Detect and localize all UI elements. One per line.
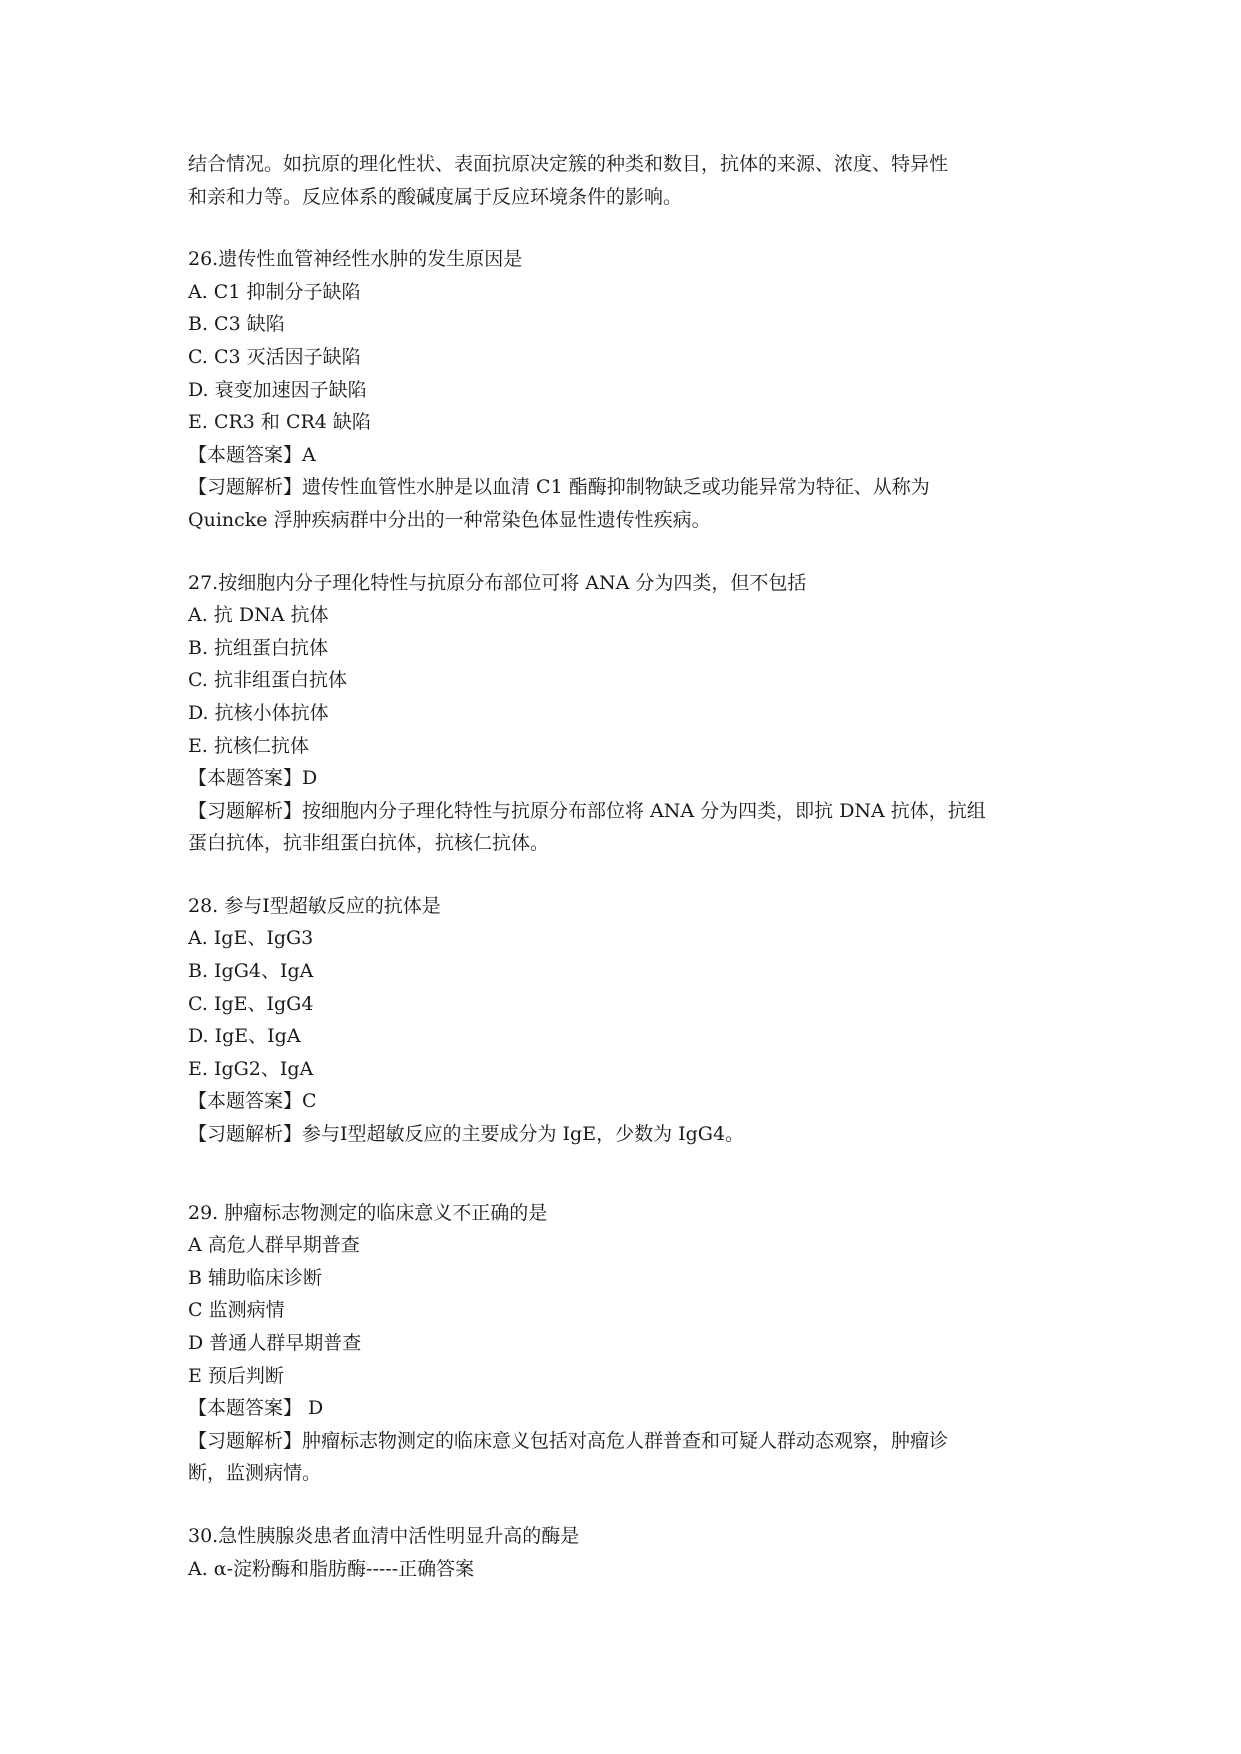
explanation-line: 【习题解析】遗传性血管性水肿是以血清 C1 酯酶抑制物缺乏或功能异常为特征、从称为: [188, 476, 930, 499]
explanation-line: 【习题解析】参与Ⅰ型超敏反应的主要成分为 IgE，少数为 IgG4。: [188, 1123, 745, 1146]
explanation-line: 【习题解析】肿瘤标志物测定的临床意义包括对高危人群普查和可疑人群动态观察，肿瘤诊: [188, 1429, 949, 1452]
option-b: B. C3 缺陷: [188, 313, 285, 336]
option-b: B. 抗组蛋白抗体: [188, 636, 329, 659]
question-29: [188, 1197, 1068, 1490]
question-26: [188, 243, 1068, 536]
option-b: B 辅助临床诊断: [188, 1266, 323, 1289]
option-b: B. IgG4、IgA: [188, 960, 314, 983]
option-d: D 普通人群早期普查: [188, 1332, 362, 1354]
option-e: E. CR3 和 CR4 缺陷: [188, 411, 371, 434]
option-a: A. C1 抑制分子缺陷: [188, 280, 361, 303]
intro-line: 结合情况。如抗原的理化性状、表面抗原决定簇的种类和数目，抗体的来源、浓度、特异性: [188, 153, 949, 175]
document-page: [188, 148, 1068, 1585]
option-e: E. IgG2、IgA: [188, 1057, 314, 1080]
question-30: [188, 1520, 1068, 1585]
option-d: D. 衰变加速因子缺陷: [188, 378, 367, 401]
answer: 【本题答案】D: [188, 767, 318, 790]
answer: 【本题答案】C: [188, 1090, 317, 1113]
option-d: D. 抗核小体抗体: [188, 701, 329, 724]
option-e: E 预后判断: [188, 1364, 284, 1387]
question-stem: 28. 参与Ⅰ型超敏反应的抗体是: [188, 894, 441, 917]
explanation-line: 【习题解析】按细胞内分子理化特性与抗原分布部位将 ANA 分为四类，即抗 DNA 抗体，抗组: [188, 799, 986, 822]
option-c: C. 抗非组蛋白抗体: [188, 669, 347, 692]
option-a: A. IgE、IgG3: [188, 927, 314, 950]
question-stem: 27.按细胞内分子理化特性与抗原分布部位可将 ANA 分为四类，但不包括: [188, 571, 807, 594]
answer: 【本题答案】 D: [188, 1397, 324, 1420]
explanation-line: Quincke 浮肿疾病群中分出的一种常染色体显性遗传性疾病。: [188, 508, 711, 531]
option-e: E. 抗核仁抗体: [188, 734, 309, 757]
question-stem: 26.遗传性血管神经性水肿的发生原因是: [188, 248, 523, 271]
option-c: C. IgE、IgG4: [188, 992, 314, 1015]
intro-line: 和亲和力等。反应体系的酸碱度属于反应环境条件的影响。: [188, 185, 683, 208]
option-a: A 高危人群早期普查: [188, 1234, 360, 1257]
option-a: A. α-淀粉酶和脂肪酶-----正确答案: [188, 1557, 475, 1580]
question-28: [188, 890, 1068, 1151]
option-d: D. IgE、IgA: [188, 1025, 301, 1048]
explanation-line: 断，监测病情。: [188, 1462, 322, 1485]
option-c: C 监测病情: [188, 1299, 285, 1322]
explanation-line: 蛋白抗体，抗非组蛋白抗体，抗核仁抗体。: [188, 832, 550, 855]
question-stem: 29. 肿瘤标志物测定的临床意义不正确的是: [188, 1201, 548, 1224]
option-a: A. 抗 DNA 抗体: [188, 604, 329, 627]
answer: 【本题答案】A: [188, 443, 316, 466]
question-stem: 30.急性胰腺炎患者血清中活性明显升高的酶是: [188, 1524, 580, 1547]
option-c: C. C3 灭活因子缺陷: [188, 345, 361, 368]
intro-paragraph: [188, 148, 1068, 213]
question-27: [188, 567, 1068, 860]
